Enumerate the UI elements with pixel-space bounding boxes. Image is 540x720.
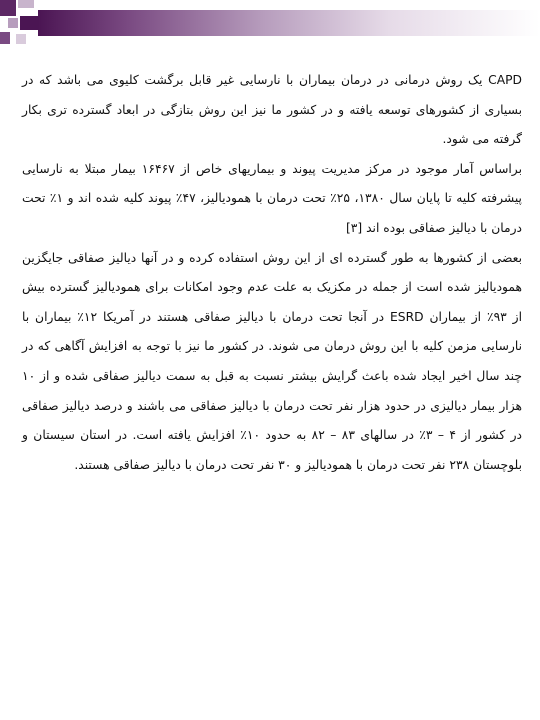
decor-square <box>0 0 16 16</box>
decor-square <box>0 32 10 44</box>
decor-square <box>20 16 38 30</box>
paragraph-countries: بعضی از کشورها به طور گسترده ای از این روش استفاده کرده و در آنها دیالیز صفاقی جایگزین همودیالیز شده است از جمله در مکزیک به علت عدم وجود امکانات برای همودیالیز گسترده بیش از ۹۳٪ از بیماران ESRD در آنجا تحت درمان با دیالیز صفاقی هستند در آمریکا ۱۲٪ بیماران با نارسایی مزمن کلیه با این روش درمان می شوند. در کشور ما نیز با توجه به افزایش آگاهی که در چند سال اخیر ایجاد شده باعث گرایش بیشتر نسبت به قبل به سمت دیالیز صفاقی شده و از ۱۰ هزار بیمار دیالیزی در حدود هزار نفر تحت درمان با دیالیز صفاقی می باشند و درصد دیالیز صفاقی در کشور از ۴ – ۳٪ در سالهای ۸۳ – ۸۲ به حدود ۱۰٪ افزایش یافته است. در استان سیستان و بلوچستان ۲۳۸ نفر تحت درمان با همودیالیز و ۳۰ نفر تحت درمان با دیالیز صفاقی هستند. <box>22 250 523 472</box>
paragraph-statistics: براساس آمار موجود در مرکز مدیریت پیوند و بیماریهای خاص از ۱۶۴۶۷ بیمار مبتلا به نارسایی پیشرفته کلیه تا پایان سال ۱۳۸۰، ۲۵٪ تحت درمان با همودیالیز، ۴۷٪ پیوند کلیه شده اند و ۱٪ تحت درمان با دیالیز صفاقی بوده اند [۳] <box>22 161 522 235</box>
header-decoration <box>0 0 540 46</box>
decor-square <box>16 34 26 44</box>
decor-square <box>18 0 34 8</box>
header-gradient-bar <box>38 10 540 36</box>
decor-square <box>8 18 18 28</box>
paragraph-capd-intro: CAPD یک روش درمانی در درمان بیماران با نارسایی غیر قابل برگشت کلیوی می باشد که در بسیاری از کشورهای توسعه یافته و در کشور ما نیز این روش بتازگی در ابعاد گسترده تری بکار گرفته می شود. <box>22 73 522 147</box>
document-body <box>22 66 522 480</box>
